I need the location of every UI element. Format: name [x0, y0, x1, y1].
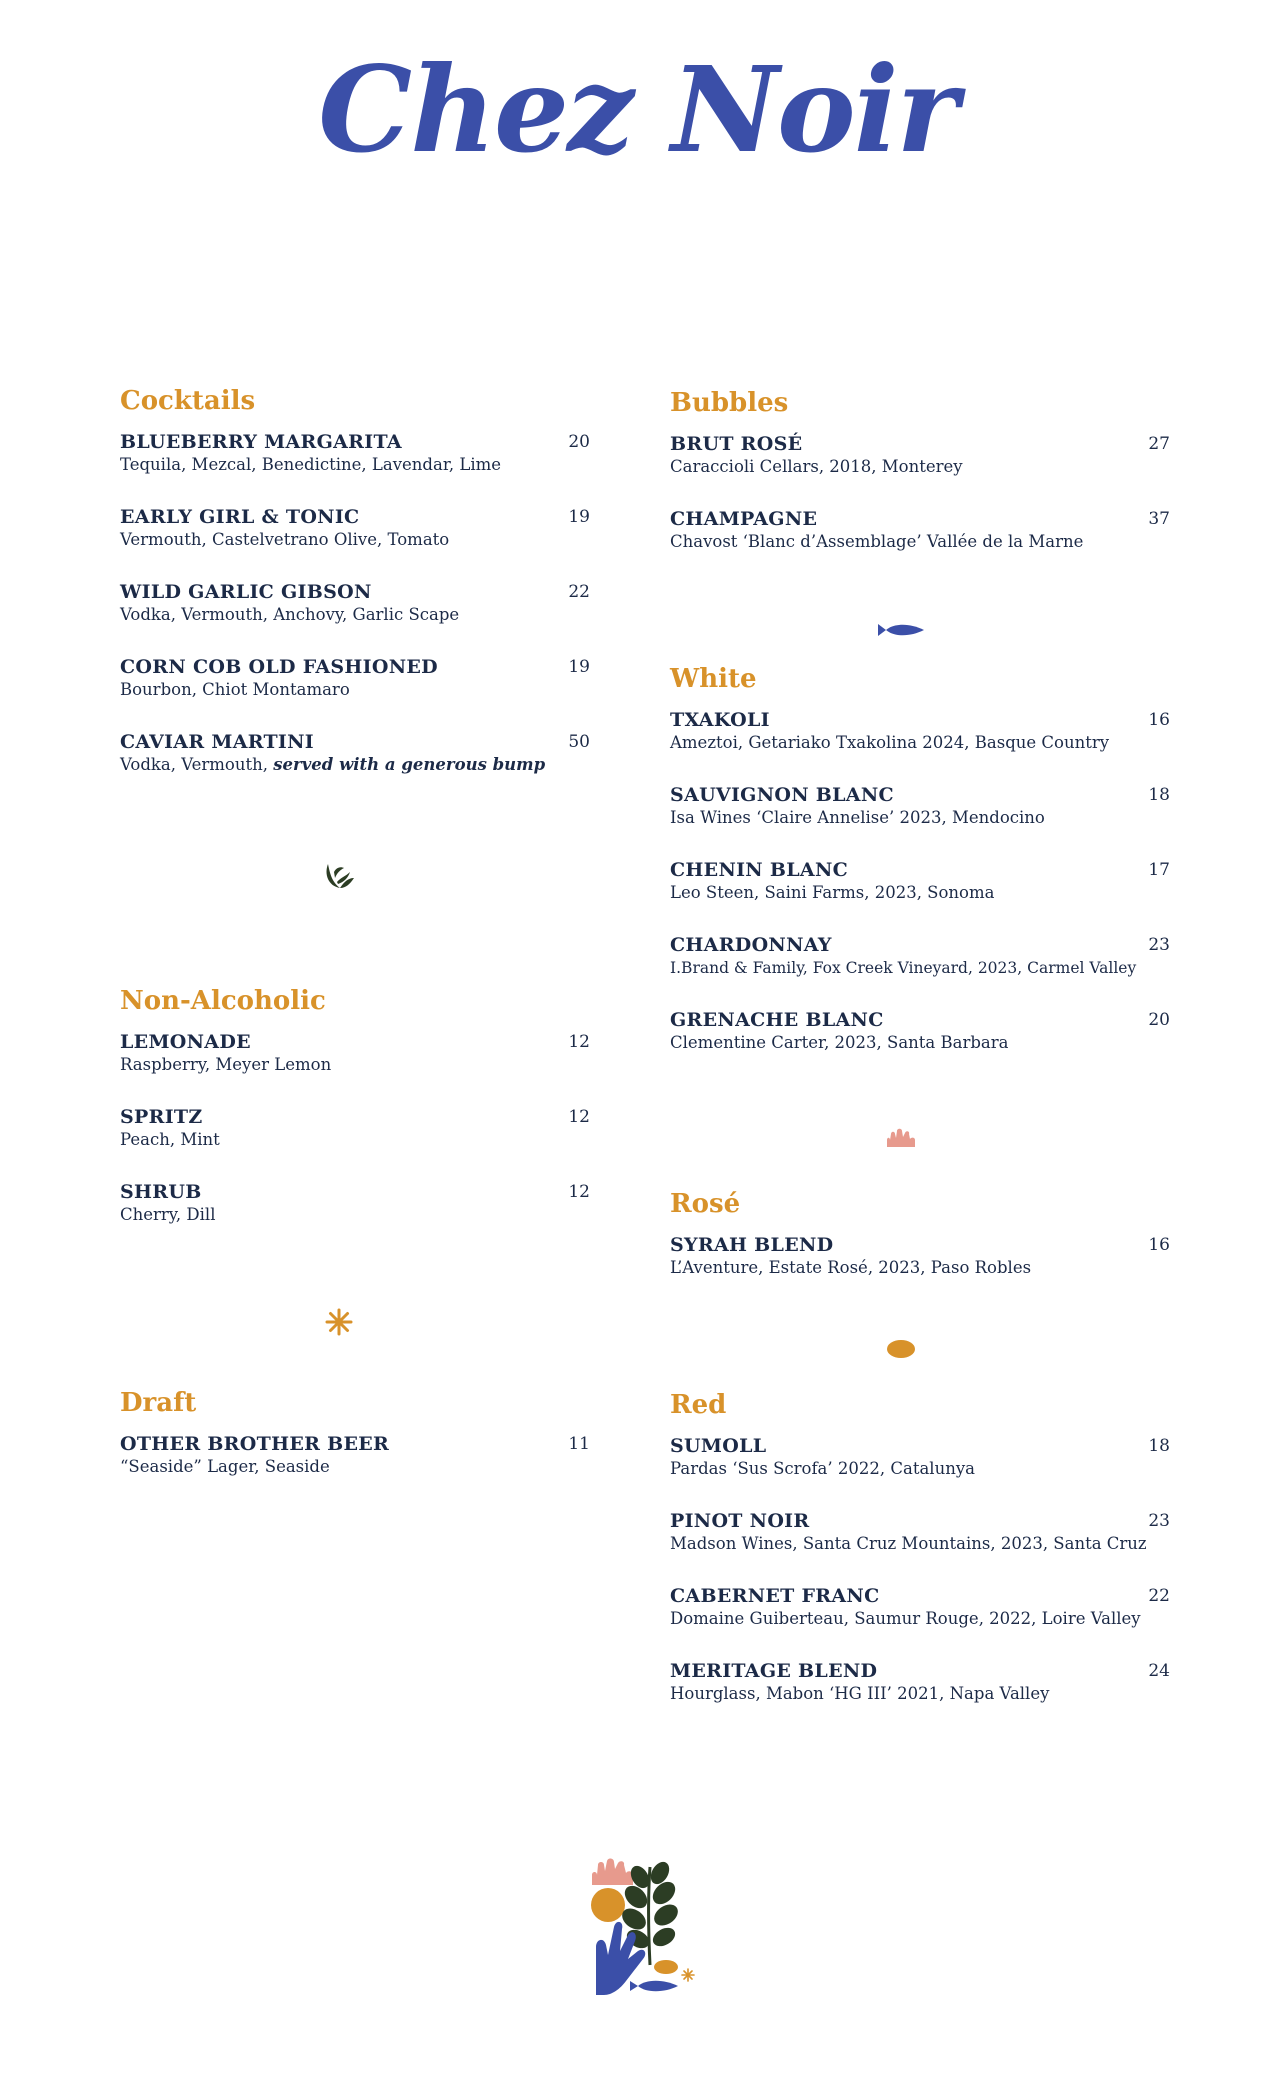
item-description [120, 754, 590, 776]
item-price: 23 [1148, 935, 1170, 955]
item-description: Vermouth, Castelvetrano Olive, Tomato [120, 530, 450, 549]
item-price: 12 [568, 1107, 590, 1127]
brand-logo: Chez Noir [318, 40, 957, 179]
item-description: L’Aventure, Estate Rosé, 2023, Paso Robles [670, 1258, 1032, 1277]
menu-item [120, 505, 590, 580]
hand-plant-illustration [588, 1855, 698, 2000]
asterisk-icon [325, 1308, 353, 1336]
item-price: 12 [568, 1032, 590, 1052]
item-name: CHARDONNAY [670, 934, 832, 956]
orange-dot-icon [886, 1339, 916, 1359]
item-name: CABERNET FRANC [670, 1585, 880, 1607]
item-description: Vodka, Vermouth, Anchovy, Garlic Scape [120, 605, 460, 624]
item-description: Tequila, Mezcal, Benedictine, Lavendar, Lime [120, 455, 502, 474]
item-description: Leo Steen, Saini Farms, 2023, Sonoma [670, 883, 995, 902]
menu-item [670, 708, 1170, 783]
menu-item [670, 1008, 1170, 1083]
item-name: WILD GARLIC GIBSON [120, 581, 372, 603]
menu-item [670, 432, 1170, 507]
section-title: Rosé [670, 1189, 741, 1219]
item-name: SHRUB [120, 1181, 202, 1203]
leaf-sprig-icon [322, 860, 356, 892]
item-price: 12 [568, 1182, 590, 1202]
fish-icon [876, 622, 926, 638]
section-title: Red [670, 1390, 727, 1420]
item-description: Caraccioli Cellars, 2018, Monterey [670, 457, 963, 476]
item-price: 50 [568, 732, 590, 752]
section-draft [120, 1390, 590, 1507]
section-red [670, 1392, 1170, 1734]
item-description: Raspberry, Meyer Lemon [120, 1055, 332, 1074]
item-name: MERITAGE BLEND [670, 1660, 878, 1682]
item-description: Isa Wines ‘Claire Annelise’ 2023, Mendocino [670, 808, 1045, 827]
item-description: Cherry, Dill [120, 1205, 216, 1224]
item-name: CORN COB OLD FASHIONED [120, 656, 438, 678]
item-name: SUMOLL [670, 1435, 767, 1457]
section-title: Cocktails [120, 386, 256, 416]
item-name: SPRITZ [120, 1106, 203, 1128]
item-name: CHAMPAGNE [670, 508, 818, 530]
menu-item [120, 1432, 590, 1507]
menu-item [670, 783, 1170, 858]
section-rose [670, 1191, 1170, 1308]
section-title: Bubbles [670, 388, 789, 418]
item-description: Domaine Guiberteau, Saumur Rouge, 2022, Loire Valley [670, 1609, 1141, 1628]
menu-item [670, 858, 1170, 933]
item-price: 23 [1148, 1511, 1170, 1531]
item-name: GRENACHE BLANC [670, 1009, 884, 1031]
menu-item [120, 1105, 590, 1180]
item-description: I.Brand & Family, Fox Creek Vineyard, 2023, Carmel Valley [670, 959, 1137, 977]
menu-item [120, 730, 590, 805]
menu-item [670, 1509, 1170, 1584]
item-name: BRUT ROSÉ [670, 433, 803, 455]
item-price: 19 [568, 507, 590, 527]
left-column [120, 0, 590, 2100]
section-non-alcoholic [120, 988, 590, 1255]
item-price: 16 [1148, 1235, 1170, 1255]
menu-item [670, 1434, 1170, 1509]
item-price: 18 [1148, 785, 1170, 805]
item-name: EARLY GIRL & TONIC [120, 506, 360, 528]
item-description-emphasis: served with a generous bump [273, 755, 546, 774]
menu-item [670, 507, 1170, 582]
section-white [670, 666, 1170, 1083]
menu-item [670, 933, 1170, 1008]
item-name: TXAKOLI [670, 709, 770, 731]
section-cocktails [120, 388, 590, 805]
item-price: 11 [568, 1434, 590, 1454]
item-description: Peach, Mint [120, 1130, 220, 1149]
item-price: 17 [1148, 860, 1170, 880]
item-price: 22 [1148, 1586, 1170, 1606]
coral-icon [886, 1128, 916, 1148]
item-name: CHENIN BLANC [670, 859, 849, 881]
item-name: SYRAH BLEND [670, 1234, 834, 1256]
item-description: “Seaside” Lager, Seaside [120, 1457, 330, 1476]
section-title: White [670, 664, 757, 694]
item-description: Hourglass, Mabon ‘HG III’ 2021, Napa Valley [670, 1684, 1050, 1703]
item-price: 37 [1148, 509, 1170, 529]
item-description: Clementine Carter, 2023, Santa Barbara [670, 1033, 1009, 1052]
item-description: Chavost ‘Blanc d’Assemblage’ Vallée de la Marne [670, 532, 1084, 551]
item-price: 20 [568, 432, 590, 452]
item-price: 20 [1148, 1010, 1170, 1030]
item-name: LEMONADE [120, 1031, 251, 1053]
item-price: 19 [568, 657, 590, 677]
item-name: OTHER BROTHER BEER [120, 1433, 390, 1455]
menu-item [120, 1180, 590, 1255]
menu-item [120, 430, 590, 505]
menu-item [120, 655, 590, 730]
item-description: Bourbon, Chiot Montamaro [120, 680, 350, 699]
item-name: BLUEBERRY MARGARITA [120, 431, 402, 453]
menu-item [670, 1659, 1170, 1734]
item-name: PINOT NOIR [670, 1510, 810, 1532]
right-column [670, 0, 1170, 2100]
item-description: Madson Wines, Santa Cruz Mountains, 2023, Santa Cruz [670, 1534, 1147, 1553]
menu-item [120, 1030, 590, 1105]
item-description: Ameztoi, Getariako Txakolina 2024, Basque Country [670, 733, 1110, 752]
item-price: 22 [568, 582, 590, 602]
section-bubbles [670, 390, 1170, 582]
item-price: 18 [1148, 1436, 1170, 1456]
item-name: CAVIAR MARTINI [120, 731, 314, 753]
section-title: Draft [120, 1388, 197, 1418]
item-description-plain: Vodka, Vermouth, [120, 755, 274, 774]
item-price: 16 [1148, 710, 1170, 730]
menu-item [120, 580, 590, 655]
item-description: Pardas ‘Sus Scrofa’ 2022, Catalunya [670, 1459, 975, 1478]
item-name: SAUVIGNON BLANC [670, 784, 894, 806]
section-title: Non-Alcoholic [120, 986, 326, 1016]
item-price: 24 [1148, 1661, 1170, 1681]
menu-item [670, 1233, 1170, 1308]
menu-item [670, 1584, 1170, 1659]
item-price: 27 [1148, 434, 1170, 454]
